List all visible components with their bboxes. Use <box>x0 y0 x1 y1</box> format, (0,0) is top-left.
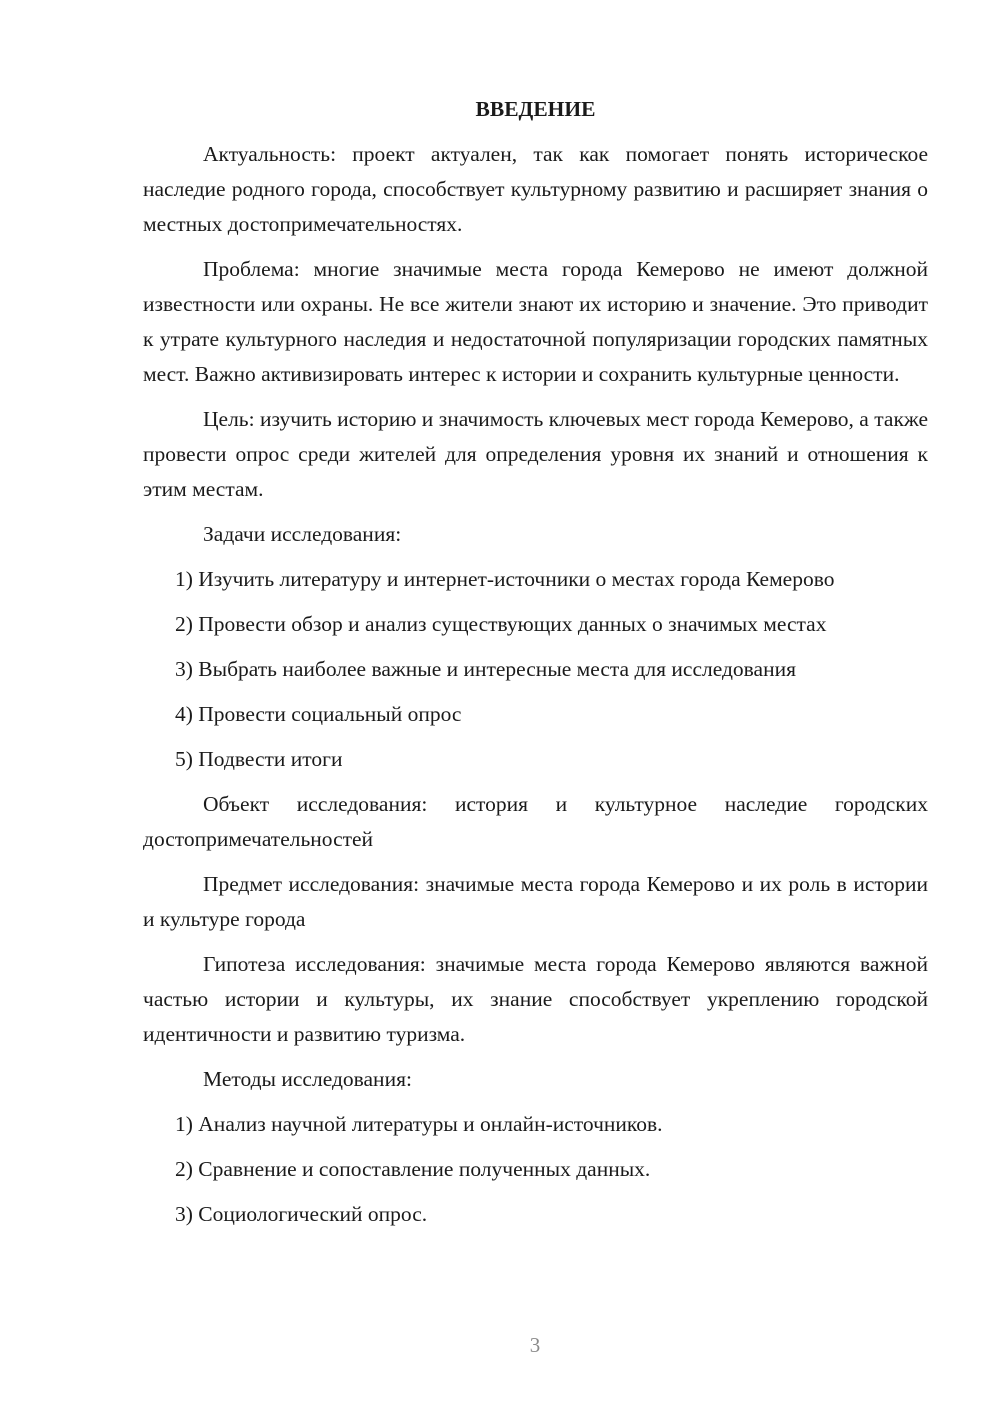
method-item: 1) Анализ научной литературы и онлайн-источников. <box>175 1112 663 1136</box>
object-paragraph: Объект исследования: история и культурное наследие городских достопримечательностей <box>143 792 928 851</box>
task-item: 2) Провести обзор и анализ существующих данных о значимых местах <box>175 612 827 636</box>
tasks-heading: Задачи исследования: <box>203 522 402 546</box>
page-title: ВВЕДЕНИЕ <box>475 97 596 121</box>
page-number: 3 <box>529 1333 541 1357</box>
task-item: 1) Изучить литературу и интернет-источники о местах города Кемерово <box>175 567 835 591</box>
hypothesis-paragraph: Гипотеза исследования: значимые места города Кемерово являются важной частью истории и культуры, их знание способствует укреплению городской идентичности и развитию туризма. <box>143 952 928 1046</box>
task-item: 3) Выбрать наиболее важные и интересные места для исследования <box>175 657 796 681</box>
task-item: 4) Провести социальный опрос <box>175 702 462 726</box>
problem-paragraph: Проблема: многие значимые места города Кемерово не имеют должной известности или охраны. Не все жители знают их историю и значение. Это приводит к утрате культурного наследия и недостаточной популяризации городских памятных мест. Важно активизировать интерес к истории и сохранить культурные ценности. <box>143 257 928 386</box>
task-item: 5) Подвести итоги <box>175 747 343 771</box>
relevance-paragraph: Актуальность: проект актуален, так как помогает понять историческое наследие родного города, способствует культурному развитию и расширяет знания о местных достопримечательностях. <box>143 142 928 236</box>
method-item: 3) Социологический опрос. <box>175 1202 428 1226</box>
method-item: 2) Сравнение и сопоставление полученных данных. <box>175 1157 651 1181</box>
subject-paragraph: Предмет исследования: значимые места города Кемерово и их роль в истории и культуре города <box>143 872 928 931</box>
goal-paragraph: Цель: изучить историю и значимость ключевых мест города Кемерово, а также провести опрос среди жителей для определения уровня их знаний и отношения к этим местам. <box>143 407 928 501</box>
methods-heading: Методы исследования: <box>203 1067 412 1091</box>
document-page <box>143 92 928 1242</box>
